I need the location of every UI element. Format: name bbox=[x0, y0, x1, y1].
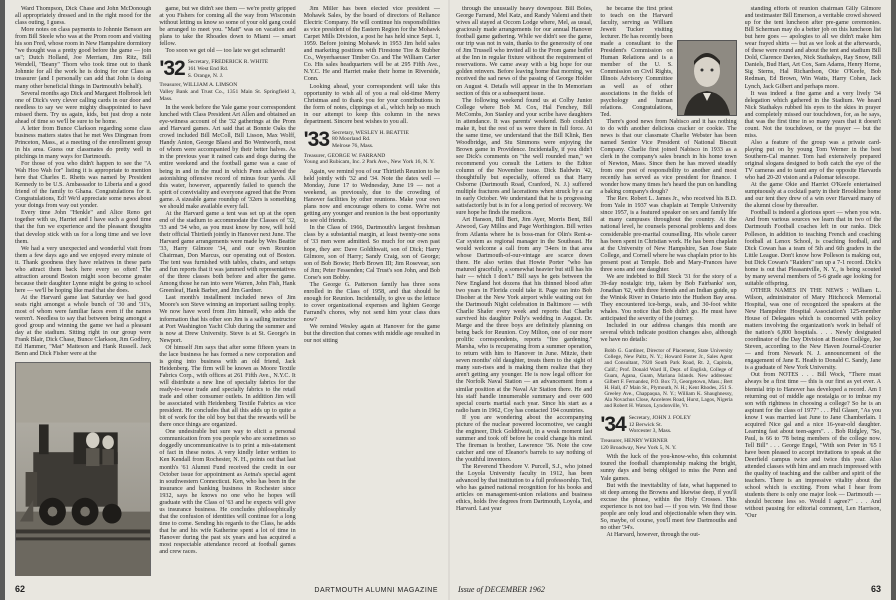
left-column-3 bbox=[304, 6, 440, 576]
column-paragraph: With the luck of the you-know-who, this columnist toured the football championship making the bright, sunny days and being obliged to miss the Penn and Yale games. bbox=[600, 454, 737, 482]
column-paragraph: OTHER NAMES IN THE NEWS : William L. Wilson, administrator of Mary Hitchcock Memorial Hospital, was one of recognized the speakers at the New Hampshire Hospital Association's 125-member House of Delegates which is concerned with policy matters involving the organization's work in behalf of the nation's 6,800 hospitals. . . . Newly designated coordinator of the Day Division at Boston Collège, Joe Steven, according to the New Haven Journal-Courier — and from Newark N. J. announcement of the engagement of Jane E. Heath to Donald C. Sandy, Jane is a graduate of New York University. bbox=[744, 287, 881, 372]
class-32-treasurer: Treasurer, WILLIAM A. LIMSON bbox=[159, 82, 238, 89]
column-paragraph: Too soon we get old — too late we get schmardt! bbox=[165, 48, 286, 55]
locomotive-photo bbox=[15, 362, 151, 576]
column-paragraph: The George G. Patterson family has three sons enrolled in the Class of 1958, and that should be enough for Reunion. Incidentally, to give us the lettuce to cover organizational expenses and lighten George Farrand's chores, why not send him your class dues now? bbox=[303, 281, 440, 323]
magazine-spread bbox=[5, 0, 891, 600]
class-32-year: '32 bbox=[159, 57, 185, 81]
class-33-address: 80 Moorland Rd. bbox=[332, 136, 371, 143]
right-page bbox=[448, 0, 891, 600]
left-col1-text bbox=[15, 6, 151, 358]
column-paragraph: Last month's installment included news of Jim Moore's son Steve winning an important sailing trophy. We now have word from Jim himself, who adds the information that his other son Jim is a sailing instructor at Port Washington Yacht Club during the summer and is now at Drew University. Steve is at St. George's in Newport. bbox=[159, 295, 296, 344]
column-paragraph: In the Class of 1966, Dartmouth's largest freshman class by a substantial margin, at least twenty-one sons of '33 men were admitted. So much for our own past hope, they are: Dave Goldthwait, son of Dick; Harry Gilmore, son of Harry; Sandy Craig, son of George; son of Bob Bowie; Herb Brown III; Jim Rosevear, son of Jim; Peter Fessenden; Cal Trust's son John, and Bob Corse's son Bobby. bbox=[303, 225, 440, 281]
webster-portrait bbox=[677, 40, 737, 116]
class-34-city: Worcester 3, Mass. bbox=[628, 428, 672, 435]
class-32-header bbox=[159, 59, 295, 79]
column-paragraph: At Harvard, however, through the out- bbox=[606, 531, 701, 538]
column-paragraph: It was indeed a fine game and a very lively '34 delegation which gathered in the Stadium. We heard Nick Stathakys rubbed his eyes to the skies in prayer and completely missed our touchdown, for, as he says, that was the first time in so many years that it doesn't count. Not the touchdown, or the prayer — but the miss. bbox=[744, 90, 881, 139]
magazine-title: DARTMOUTH ALUMNI MAGAZINE bbox=[314, 587, 438, 594]
column-paragraph: At the Harvard game a tent was set up at the open end of the stadium to accommodate the Classes of '32, '33 and '34 who, as you must know by now, will hold their official Thirtieth jointly in Hanover next June. The Harvard game arrangements were made by Wes Beattie '33, Harry Gilmore '34, and our own Reunion Chairman, Don Marcus, our operating out of Boston. The tent was furnished with tables, chairs, and setups and fun reports that it was jammed with representatives of the three classes both before and after the game. Among those he ran into were Warren, John Fish, Hank Greenleaf, Hank Barber, and Jim Gardner. bbox=[159, 210, 296, 295]
column-paragraph: Looking ahead, your correspondent will take this opportunity to wish all of you a real old-time Merry Christmas and to thank you for your contributions in the form of notes, clippings et al., which help so much in our attempt to keep this column in the news department. Sincere best wishes to you all. bbox=[303, 83, 440, 125]
column-paragraph: At the game Okie and Harriet O'Keefe entertained sumptuously at a cocktail party in their Brookline home and our tent they drew of a win over Harvard many of the alumni close by thereafter. bbox=[744, 182, 881, 210]
left-col2-text-a bbox=[159, 6, 295, 55]
class-32-city: S. Orange, N. J. bbox=[187, 72, 224, 79]
right-column-2 bbox=[600, 6, 736, 576]
class-34-address: 12 Berwick St. bbox=[628, 421, 663, 428]
column-paragraph: Jim Miller has been elected vice president — Mohawk Sales, by the board of directors of Reliance Electric Company. He will continue his responsibilities as vice president of the Eastern Region for the Mohawk Carpet Mills Division, a post he has held since Sept. 1, 1959. Before joining Mohawk in 1953 Jim held sales and marketing positions with Firestone Tire & Rubber Co., Weyerhaeuser Timber Co. and The William Carter Co. His sales headquarters will be at 295 Fifth Ave., N.Y.C. He and Harriet make their home in Riverside, Conn. bbox=[303, 6, 440, 83]
class-34-treasurer-address: 120 Broadway, New York 5, N. Y. bbox=[600, 444, 677, 451]
right-footer bbox=[458, 584, 881, 594]
right-col3-text bbox=[745, 6, 881, 520]
class-33-secretary: Secretary, WESLEY H. BEATTIE bbox=[332, 129, 409, 136]
left-footer bbox=[15, 584, 438, 594]
column-paragraph: At the Harvard game last Saturday we had good seats right amongst a whole bunch of '30 and '31's, most of whom were familiar faces even if the names weren't. Needless to say that between being amongst a good group and winning the game we had a pleasant day at the stadium. Sitting right in our group were Frank Blair, Dick Chase, Bunce Clarkson, Jim Godfrey, Ed Hammer, "Mat" Matteson and Hank Russell. Jack Benn and Dick Fisher were at the bbox=[15, 294, 152, 358]
issue-label: Issue of DECEMBER 1962 bbox=[458, 585, 545, 594]
column-paragraph: Included in our address changes this month are several which indicate position changes also, although we have no details: bbox=[600, 323, 737, 344]
column-paragraph: Again, we remind you of our Thirtieth Reunion to be held jointly with '32 and '34. Note the dates well — Monday, June 17 to Wednesday, June 19 — not a weekend, as previously, due to the crowding of Hanover facilities by other reunions. Make your own plans now and encourage others to come. We're not getting any younger and reunion is the best opportunity to see old friends. bbox=[303, 168, 440, 225]
column-paragraph: There's good news from Nabisco and it has nothing to do with another delicious cracker or cookie. The news is that our classmate Charlie Webster has been named Senior Vice President of National Biscuit Company. Charlie first joined Nabisco in 1933 as a clerk in the company's sales branch in his home town of Newton, Mass. Since then he has moved steadily from one post of responsibility to another and most recently has served as vice president for finance. I wonder how many times he's heard the pun on handling a baking company's dough? bbox=[600, 118, 737, 196]
column-paragraph: In the week before the Yale game your correspondent lunched with Class President Art Allen and obtained an eye-witness account of the '32 gatherings at the Prom and Harvard games. Art said that at Bonnie Oaks the crowd included Bill McColl, Bill Lisson, Max Wolff, Handy Anton, George Blaesi and Bo Wentworth, most of whom were accompanied by their better halves. As in the previous year it rained cats and dogs during the entire weekend and the football game was a case of being in and in the mud in which Penn achieved the astonishing offensive record of minus four yards. All this water, however, apparently failed to quench the spirit of conviviality and everyone agreed that the Prom game. A sizeable game roundup of '32ers is something we should make available every fall. bbox=[159, 105, 296, 210]
left-column-1 bbox=[15, 6, 151, 576]
locomotive-photo-image bbox=[16, 363, 150, 576]
class-34-treasurer: Treasurer, HENRY WERNER bbox=[600, 438, 668, 445]
column-paragraph: For those of you who didn't happen to see the "A Wah Hoo Wah for" listing it is appropriate to mention here that Charles E. Rhetts was named by President Kennedy to be U.S. Ambassador to Liberia and a good friend of the family to Ghana. Congratulations for it. Congratulations, Ed! We'd appreciate some news about your doings from way out yonder. bbox=[15, 161, 152, 210]
column-paragraph: We had a very unexpected and wonderful visit from them a few days ago and we enjoyed every minute of it. Thank goodness they have relatives in these parts who attract them back here every so often! The attraction around Boston might soon become greater because their daughter Lynne might be going to school here — we'll be hoping like mad that she does. bbox=[15, 245, 152, 294]
column-paragraph: Several months ago Dick and Margaret Holbrook left one of Dick's very clever calling cards in our door and needless to say we were mighty disappointed to have missed them. Try us again, kids, but just drop a note ahead of time so we'll be sure to be home. bbox=[15, 90, 152, 125]
class-33-header bbox=[303, 127, 440, 151]
class-32-secretary: Secretary, FREDERICK R. WHITE bbox=[187, 59, 269, 66]
right-column-3 bbox=[745, 6, 881, 576]
class-34-secretary: Secretary, JOHN J. FOLEY bbox=[628, 415, 691, 422]
right-page-number: 63 bbox=[870, 584, 881, 594]
column-paragraph: If you are wondering about the accompanying picture of the nuclear powered locomotive, we caught the engineer, Dick Goldthwait, in a weak moment last summer and took off before he could change his mind. The fireman is brother, Lawrence '36. Note the cow catcher and one of Eleanor's barrels to say nothing of the youthful inventors. bbox=[456, 414, 593, 463]
left-col2-text-b bbox=[159, 105, 295, 556]
column-paragraph: Art Hanson, Bill Bert, Jim Ayer, Morris Bent, Bill Atwood, Gay Millns and Page Worthington. Bill writes from Atlanta where he is boss-man for Olin's Rent-a-Car system as regional manager in the Southeast. He would welcome a call from any '34ers in that area whose Dartmouth-of-our-vintage are scarce down there. He also writes that Howie Porter "who has matured gracefully, a somewhat heavier but still has his hair — which I don't." Bill says he gets between the New England hot dozens that his thinned blood after two years in Florida could take it. Page ran into Bob Disoher at the New York airport while waiting out for the Dartmouth Night celebration in Baltimore — with Charlie Shafer every week and reports that Charlie survived his daughter Polly's wedding in August. Dr. Marge and the three boys are definitely planning on being back for Reunion. Coy Milton, one of our more prolific correspondents, reports "fire gardening." Marsha, who is recuperating from a summer operation, to return with him to Hanover in June. Mitzie, their seven months' old daughter, treats them to the sight of many sun-rises and is making them realize that they aren't getting any younger. He is now legal officer for the Norfolk Naval Station — an advancement from a similar position at the Naval Air Station there. He and his staff handle innumerable summary and over 600 special courts martial each year. Since his start as a radio ham in 1962, Coy has contacted 194 countries. bbox=[456, 217, 593, 414]
column-paragraph: Of himself Jim says that after some fifteen years in the lace business he has formed a new corporation and is going into business with an old friend, Jack Heidenberg. The firm will be known as Moore Textile Fabrics Corp., with offices at 261 Fifth Ave., N.Y.C. It will distribute a new line of specialty fabrics for the ready-to-wear trade and specialty fabrics to the retail trade and other consumer outlets. In addition Jim will be associated with Heidenberg Textile Fabrics as vice president. He concludes that all this adds up to quite a bit of work for the old boy but that the rewards will be there once things are organized. bbox=[159, 344, 296, 429]
portrait-photo-image bbox=[678, 41, 736, 115]
left-col3-text-b bbox=[304, 169, 440, 345]
column-paragraph: standing efforts of reunion chairman Gilly Gilmore and testimaster Bill Emerson, a veritable crowd showed up for the tent luncheon after pre-game ceremonies. Bill Scherman may do a better job on this luncheon list but here goes — apologies to all we didn't make him wear frayed shirts — but as we look at the afterwards, of these were round and about the tent and stadium Bill Dold, Clarence Davies, Nick Stathakys, Ray Snow, Bill Daniels, Bud Hart, Art Cox, Sam Adams, Henry Horne, Sig Sterns, Hal Richardson, Otie O'Keefe, Bob Redman, Ed Brown, Win Watts, Harry Cohen, Jack Lynch, Jack Gilbert and perhaps more. bbox=[744, 6, 881, 90]
class-33-year: '33 bbox=[303, 127, 330, 151]
left-col3-text-a bbox=[304, 6, 440, 126]
address-change-list: Bobb G. Gardiner, Director of Placement, State University College, New Paltz, N. Y.; Howard Foster Jr., Sales Agent and Consultant, 7920 South Park Road, Rt. 2, Capitola, Calif.; Prof. Donald Ward II, Dept. of English, College of Guam, Agana, Guam, Mariana Islands. New addresses: Gilbert F. Fernandez, P.O. Box 73, Georgetown, Mass.; Bert H. Hall, 47 Main St., Plymouth, N. H.; Kent Rhodes, 251 S. Greeley Ave., Chappaqua, N. Y.; William K. Shaughnessy, Ala Novachus Close, Anceleres Road, Hurst, Lagos, Nigeria and Robert H. Watson, Lyndonville, Vt. bbox=[604, 348, 733, 410]
left-column-2 bbox=[159, 6, 295, 576]
column-paragraph: The Rev. Robert L. James Jr., who received his B.D. from Yale in 1937 was chaplain at Temple University since 1957, is a featured speaker on sex and family life at many campuses throughout the country. At the national level, he counsels personal problems and does considerable pre-marital counselling. His whole career has been spent in Christian work. He has been chaplain at the University of New Hampshire, San Jose State College, and Cornell where he was chaplain prior to his present post at Temple. Bob and Mary-Frances have three sons and one daughter. bbox=[600, 196, 737, 273]
column-paragraph: Out from NOTES . . . Bill Wock, "There must always be a first time — this is our first as yet ever. A biennial trip to Hanover has developed a record. Am I returning out of middle age nostalgia or to imbue my son with rightness in choosing a college? So he is an aspirant for the class of 1977" . . . Phil Glaser, "As you know I was married last June to Jane Chamberlain. I acquired Nice gal and a nice 16-year-old daughter. Learning fast about teen-agers". . . Bob Ridgley, "So, Paul, is 66 to '78 being members of the college now. Tell Bill" . . . George Engel, "With son Peter in '65 I have been pleased to accept invitations to speak at the Deerfield campus twice and twice this year. Also attended classes with him and am much impressed with the quality of teaching and the caliber and spirit of the teachers. There is an impressive vitality about the school which is exciting. From what I hear from students there is only one major look — Dartmouth — should become less so. Would I agree?" . . . And without pausing for editorial comment, Len Harrison, "Our bbox=[744, 372, 881, 520]
column-paragraph: Also a feature of the group was a private card-playing put on by young Tom Werner in the best Southern-Cal manner. Tom had extensively prepared original slogans designed to both catch the eye of the TV cameras and to taunt any of the opposite Harvards who had 20-20 vision and a Palomar telescope. bbox=[744, 139, 881, 182]
class-32-address: 161 West End Rd. bbox=[187, 65, 229, 72]
right-col2-text-b bbox=[600, 454, 736, 539]
class-34-header bbox=[600, 415, 736, 435]
class-33-city: Melrose 76, Mass. bbox=[332, 142, 374, 149]
class-34-year: '34 bbox=[600, 413, 626, 437]
column-paragraph: Every time John "Henkle" and Alice Reno get together with us, Harriet and I have such a good time that the fun we experience and the pleasant thoughts that develop stick with us for a long time and we love them. bbox=[15, 210, 152, 245]
column-paragraph: he became the first priest to teach on the Harvard faculty, serving as William Jewett Tucker visiting lecturer. He has recently been made a consultant to the President's Commission on Human Relations and is a member of the U. S. Commission on Civil Rights, Illinois Advisory Committee as well as of other associations in the fields of psychology and human relations. Congratulations, Ted. bbox=[600, 6, 673, 118]
column-paragraph: More notes on class payments to Johnnie Benson are from Bill Steele who was at the Prom room and visiting his son Fred, whose room in New Hampshire dormitory "we thought was a pretty good before the game — join us"; Dutch Holland, Joe Merriam, Jim Ritz, Bill Wendell, "Beany" Thorn who took time out to thank Johnnie for all the work he is doing for our Class as treasurer (and I personally can add that John is doing many other beneficial things in Dartmouth's behalf). bbox=[15, 27, 152, 90]
column-paragraph: Ward Thompson, Dick Chase and John McDonough all appropriately dressed and in the right mood for the class outing, I guess. bbox=[15, 6, 152, 27]
column-paragraph: game, but we didn't see them — we're pretty gripped at you Fishers for coming all the way from Wisconsin without letting us know so some of your old gang could be arranged to meet you. "Matt" was on vacation and plans to take the Rhoades down to Miami — smart fellow. bbox=[159, 6, 296, 48]
class-33-treasurer: Treasurer, GEORGE W. FARRAND bbox=[303, 152, 386, 159]
class-33-treasurer-address: Young and Rubicam, Inc. 2 Park Ave., New York 16, N. Y. bbox=[303, 159, 435, 166]
column-paragraph: A letter from Bunce Clarkson regarding some class business matters states that he met Wes Dingman from Princeton, Mass., at a meeting of the enrollment group in his area. Guess our classmates do pretty well in pitchings in many ways for Dartmouth. bbox=[15, 125, 152, 160]
right-col1-text bbox=[456, 6, 592, 513]
column-paragraph: We are indebted to Bill Steck '31 for the story of a 39-day nostalgic trip, taken by Bob Fairbanks' son, Jonathan '62, with three friends and an Indian guide, up the Winisk River in Ontario into the Hudson Bay area. They encountered ice-bergs, seals, and 30-foot white whales. You notice that Bob didn't go. He must have anticipated the severity of the journey. bbox=[600, 273, 737, 323]
column-paragraph: The following weekend found us at Colby Junior College where Bob M. Cox, Hal Fenchey, Bill McCombs, Jon Stanley and your scribe have daughters in attendance. It was parents' weekend. Bob couldn't make it, but the rest of us were there in full force. At the same time, we understand that the Bill Klink, Ben Woodbridge, and Stu Simmons were enjoying the Brown game in Providence. Incidentally, if you didn't see Dick's comments on "the well rounded man," we recommend you consult the Letters to the Editor column of the November issue. Dick Baldwin '42, thoughtfully but especially, offered us that Harry Osborne (Dartmouth Road, Cranford, N. J.) suffered multiple fractures and lacerations when struck by a car in early October. We understand that he is progressing satisfactorily but is in for a long period of recovery. We sure hope he finds the medicos. bbox=[456, 97, 593, 217]
column-paragraph: Football is indeed a glorious sport — when you win. And from various sources we learn that in two of the Dartmouth Football coaches left in our ranks. Dick Polleson, in addition to teaching French and coaching football at Lenox School, is coaching football, and Dick Cowan has a team of 5th and 6th graders in the Little League. Don't know how Polleson is making out, but Dick Cowan's "Raiders" ran up a 7-1 record. Dick's home is out that Pleasantville, N. Y., is being scouted by many several members of 5-6 grade age looking for suitable offspring. bbox=[744, 210, 881, 287]
column-paragraph: We remind Wesley again at Hanover for the game but the direction that comes with middle age resulted in our not sitting bbox=[303, 324, 440, 345]
column-paragraph: through the unusually heavy downpour. Bill Boles, George Farrand, Mel Katz, and Randy Valemi and their wives all stayed at Occom Lodge where, Mel, as usual, graciously made arrangements for our annual Hanover football game gathering. While we didn't see the game, our trip was not in vain, thanks to the generosity of one of Jim Trussell who invited all to the Prom game buffet at the Inn in regular fixture without the requirement of reservations. We came away with a big hope for our golden reinvers. Before leaving home that morning, we received the sad news of the passing of George Holder on August 4. Details will appear in the In Memoriam section of this or a subsequent issue. bbox=[456, 6, 593, 97]
column-paragraph: The Reverend Theodore V. Purcell, S.J., who joined the Loyola University faculty in 1912, has been advanced by that institution to a full professorship. Ted, who has gained national recognition for his books and articles on management-union relations and business ethics, holds five degrees from Dartmouth, Loyola, and Harvard. Last year bbox=[456, 464, 593, 513]
right-column-1 bbox=[456, 6, 592, 576]
left-page bbox=[5, 0, 448, 600]
class-32-treasurer-address: Valley Bank and Trust Co., 1351 Main St. Springfield 3, Mass. bbox=[159, 88, 296, 102]
column-paragraph: But with the inevitability of fate, what happened to sit deep among the Browns and likewise deep, if you'll excuse the phrase, within the Holy Crosses. This experience is not too bad — if you win. We find those people are only loud and objectionable when they win. So, maybe, of course, you'll meet few Dartmouths and no other '34's. bbox=[600, 482, 737, 531]
left-page-number: 62 bbox=[15, 584, 26, 594]
column-paragraph: One undesirable but sure way to elicit a personal communication from you people who are sometimes so doggedly uncommunicative is to print a mis-statement of fact in these notes. A very kindly letter written to Ken Kendall from Rochester, N. H., points out that last month's '61 Alumni Fund received the credit in our October issue for appointment as Aetna's special agent in southwestern Connecticut. Ken, who has been in the insurance and banking business in Rochester since 1932, says he knows no one who he hopes will graduate with the Class of '63 and he expects will give us insurance business. He concludes philosophically that the confusion of identities will continue for a long time to come. Sending his regards to the Class, he adds that he and his wife Katherine spent a lot of time in Hanover during the past six years and has acquired a most respectable attendance record at football games and crew races. bbox=[159, 429, 296, 556]
